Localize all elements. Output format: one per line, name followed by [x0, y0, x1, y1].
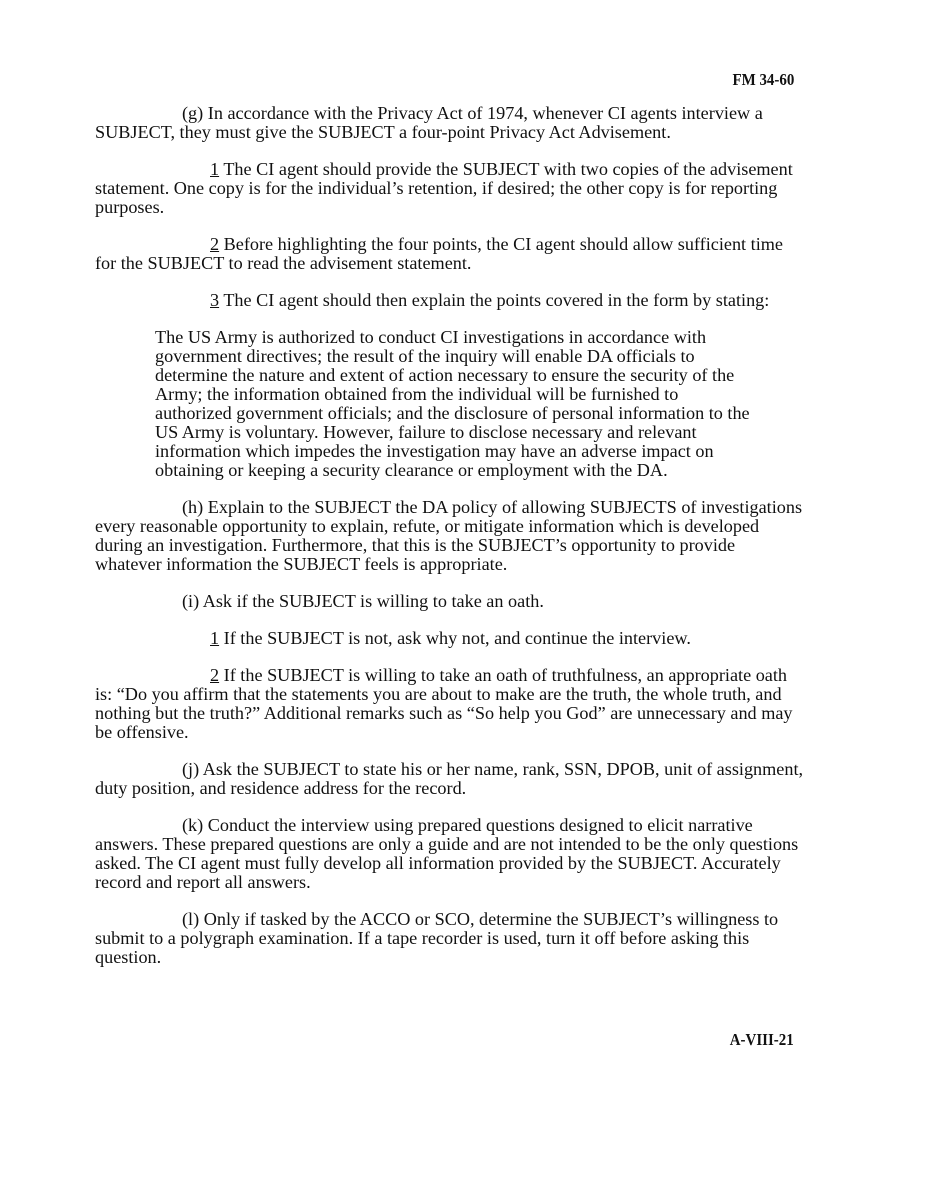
manual-code: FM 34-60 [732, 70, 794, 89]
paragraph-text: Before highlighting the four points, the CI agent should allow sufficient time for the SUBJECT to read the advisement statement. [95, 234, 783, 273]
paragraph-l [95, 910, 805, 967]
paragraph-label: (h) [182, 497, 204, 517]
advisement-statement: The US Army is authorized to conduct CI investigations in accordance with government directives; the result of the inquiry will enable DA officials to determine the nature and extent of action necessary to ensure the security of the Army; the information obtained from the individual will be furnished to authorized government officials; and the disclosure of personal information to the US Army is voluntary. However, failure to disclose necessary and relevant information which impedes the investigation may have an adverse impact on obtaining or keeping a security clearance or employment with the DA. [155, 327, 750, 480]
paragraph-text: If the SUBJECT is not, ask why not, and continue the interview. [223, 628, 691, 648]
paragraph-label: (j) [182, 759, 200, 779]
paragraph-text: The CI agent should provide the SUBJECT with two copies of the advisement statement. One copy is for the individual’s retention, if desired; the other copy is for reporting purposes. [95, 159, 793, 217]
item-number: 3 [210, 290, 220, 310]
paragraph-text: Ask the SUBJECT to state his or her name, rank, SSN, DPOB, unit of assignment, duty position, and residence address for the record. [95, 759, 804, 798]
paragraph-label: (l) [182, 909, 200, 929]
paragraph-text: In accordance with the Privacy Act of 1974, whenever CI agents interview a SUBJECT, they must give the SUBJECT a four-point Privacy Act Advisement. [95, 103, 763, 142]
paragraph-text: Only if tasked by the ACCO or SCO, determine the SUBJECT’s willingness to submit to a polygraph examination. If a tape recorder is used, turn it off before asking this question. [95, 909, 779, 967]
page-number: A-VIII-21 [729, 1030, 794, 1049]
document-body [95, 104, 805, 985]
item-number: 2 [210, 234, 220, 254]
paragraph-label: (k) [182, 815, 204, 835]
paragraph-k [95, 816, 805, 892]
paragraph-text: Explain to the SUBJECT the DA policy of allowing SUBJECTS of investigations every reasonable opportunity to explain, refute, or mitigate information which is developed during an investigation. Furthermore, that this is the SUBJECT’s opportunity to provide whatever information the SUBJECT feels is appropriate. [95, 497, 803, 574]
paragraph-g [95, 104, 805, 142]
paragraph-label: (i) [182, 591, 200, 611]
item-number: 2 [210, 665, 220, 685]
paragraph-h [95, 498, 805, 574]
paragraph-label: (g) [182, 103, 204, 123]
paragraph-j [95, 760, 805, 798]
paragraph-g-2 [95, 235, 805, 273]
paragraph-i [95, 592, 805, 611]
item-number: 1 [210, 159, 220, 179]
paragraph-text: If the SUBJECT is willing to take an oath of truthfulness, an appropriate oath is: “Do you affirm that the statements you are about to make are the truth, the whole truth, and nothing but the truth?” Additional remarks such as “So help you God” are unnecessary and may be offensive. [95, 665, 793, 742]
paragraph-text: Conduct the interview using prepared questions designed to elicit narrative answers. These prepared questions are only a guide and are not intended to be the only questions asked. The CI agent must fully develop all information provided by the SUBJECT. Accurately record and report all answers. [95, 815, 799, 892]
paragraph-i-1 [95, 629, 805, 648]
paragraph-text: Ask if the SUBJECT is willing to take an oath. [202, 591, 544, 611]
paragraph-text: The CI agent should then explain the points covered in the form by stating: [223, 290, 770, 310]
item-number: 1 [210, 628, 220, 648]
paragraph-i-2 [95, 666, 805, 742]
paragraph-g-3 [95, 291, 805, 310]
paragraph-g-1 [95, 160, 805, 217]
